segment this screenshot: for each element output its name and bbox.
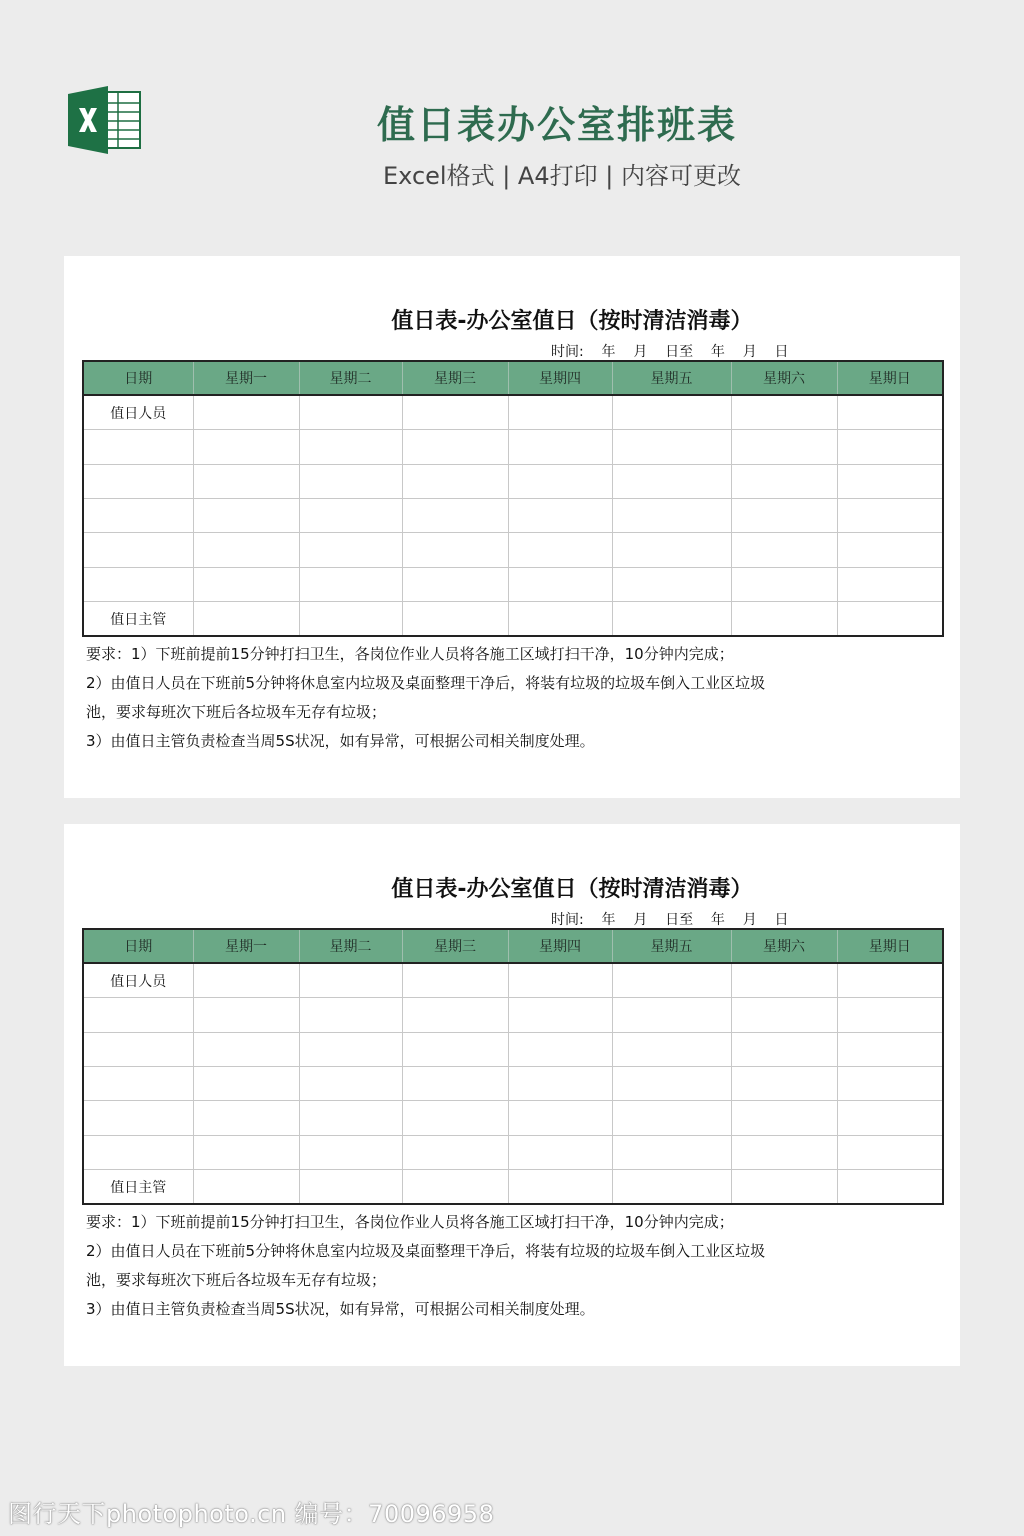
- duty-entry-cell[interactable]: [193, 533, 299, 567]
- column-header: 星期一: [193, 361, 299, 395]
- table-row: [83, 1101, 943, 1135]
- duty-entry-cell[interactable]: [612, 1032, 731, 1066]
- duty-entry-cell[interactable]: [402, 602, 508, 636]
- table-row: [83, 464, 943, 498]
- duty-entry-cell[interactable]: [299, 499, 402, 533]
- duty-entry-cell[interactable]: [508, 1032, 612, 1066]
- duty-entry-cell[interactable]: [837, 533, 943, 567]
- duty-entry-cell[interactable]: [612, 998, 731, 1032]
- requirements-notes: [86, 1208, 765, 1324]
- duty-entry-cell[interactable]: [837, 1170, 943, 1204]
- duty-entry-cell[interactable]: [193, 1170, 299, 1204]
- duty-entry-cell[interactable]: [837, 1135, 943, 1169]
- duty-entry-cell[interactable]: [508, 963, 612, 997]
- duty-entry-cell[interactable]: [612, 499, 731, 533]
- column-header: 星期二: [299, 361, 402, 395]
- duty-entry-cell[interactable]: [612, 602, 731, 636]
- table-row: [83, 963, 943, 997]
- table-row: [83, 533, 943, 567]
- duty-entry-cell[interactable]: [731, 499, 837, 533]
- duty-entry-cell[interactable]: [612, 464, 731, 498]
- requirement-line: 3）由值日主管负责检查当周5S状况，如有异常，可根据公司相关制度处理。: [86, 1300, 595, 1318]
- column-header: 星期四: [508, 929, 612, 963]
- duty-entry-cell[interactable]: [508, 1135, 612, 1169]
- duty-entry-cell[interactable]: [731, 963, 837, 997]
- duty-entry-cell[interactable]: [402, 430, 508, 464]
- duty-entry-cell[interactable]: [299, 567, 402, 601]
- duty-entry-cell[interactable]: [402, 1101, 508, 1135]
- duty-entry-cell[interactable]: [837, 602, 943, 636]
- column-header: 日期: [83, 361, 193, 395]
- duty-entry-cell[interactable]: [299, 998, 402, 1032]
- row-label-cell: 值日人员: [83, 395, 193, 429]
- table-header-row: [83, 361, 943, 395]
- duty-entry-cell[interactable]: [837, 1067, 943, 1101]
- duty-entry-cell[interactable]: [612, 1135, 731, 1169]
- duty-entry-cell[interactable]: [299, 1135, 402, 1169]
- table-row: [83, 1067, 943, 1101]
- column-header: 星期一: [193, 929, 299, 963]
- column-header: 星期日: [837, 929, 943, 963]
- duty-entry-cell[interactable]: [299, 533, 402, 567]
- row-label-cell: [83, 1067, 193, 1101]
- row-label-cell: [83, 1135, 193, 1169]
- duty-entry-cell[interactable]: [731, 533, 837, 567]
- duty-entry-cell[interactable]: [193, 464, 299, 498]
- requirement-line: 池，要求每班次下班后各垃圾车无存有垃圾；: [86, 703, 387, 721]
- row-label-cell: [83, 1032, 193, 1066]
- duty-entry-cell[interactable]: [508, 533, 612, 567]
- duty-entry-cell[interactable]: [508, 499, 612, 533]
- page-title: 值日表办公室排班表: [376, 103, 737, 147]
- table-header-row: [83, 929, 943, 963]
- duty-entry-cell[interactable]: [731, 1101, 837, 1135]
- duty-entry-cell[interactable]: [508, 602, 612, 636]
- duty-entry-cell[interactable]: [612, 533, 731, 567]
- duty-entry-cell[interactable]: [508, 395, 612, 429]
- sheet-title: 值日表-办公室值日（按时清洁消毒）: [391, 309, 753, 334]
- row-label-cell: 值日主管: [83, 1170, 193, 1204]
- table-row: [83, 1170, 943, 1204]
- date-range-line: 时间: 年 月 日至 年 月 日: [551, 912, 789, 928]
- duty-entry-cell[interactable]: [299, 602, 402, 636]
- duty-entry-cell[interactable]: [402, 499, 508, 533]
- duty-entry-cell[interactable]: [402, 533, 508, 567]
- duty-entry-cell[interactable]: [837, 567, 943, 601]
- duty-entry-cell[interactable]: [193, 602, 299, 636]
- duty-entry-cell[interactable]: [402, 395, 508, 429]
- requirement-line: 要求：1）下班前提前15分钟打扫卫生，各岗位作业人员将各施工区域打扫干净，10分钟内完成；: [86, 1213, 734, 1231]
- duty-entry-cell[interactable]: [193, 430, 299, 464]
- column-header: 星期二: [299, 929, 402, 963]
- duty-sheet-card: [64, 824, 960, 1366]
- duty-entry-cell[interactable]: [402, 1170, 508, 1204]
- duty-entry-cell[interactable]: [193, 1067, 299, 1101]
- column-header: 星期三: [402, 361, 508, 395]
- column-header: 星期四: [508, 361, 612, 395]
- duty-entry-cell[interactable]: [837, 395, 943, 429]
- row-label-cell: 值日主管: [83, 602, 193, 636]
- column-header: 星期五: [612, 361, 731, 395]
- duty-entry-cell[interactable]: [193, 963, 299, 997]
- sheet-title: 值日表-办公室值日（按时清洁消毒）: [391, 877, 753, 902]
- column-header: 星期五: [612, 929, 731, 963]
- table-row: [83, 1032, 943, 1066]
- row-label-cell: [83, 567, 193, 601]
- duty-entry-cell[interactable]: [299, 395, 402, 429]
- duty-entry-cell[interactable]: [299, 430, 402, 464]
- duty-entry-cell[interactable]: [402, 567, 508, 601]
- duty-entry-cell[interactable]: [508, 464, 612, 498]
- duty-entry-cell[interactable]: [193, 1032, 299, 1066]
- duty-entry-cell[interactable]: [193, 395, 299, 429]
- table-row: [83, 998, 943, 1032]
- duty-entry-cell[interactable]: [612, 1101, 731, 1135]
- duty-table: [82, 360, 944, 637]
- duty-table: [82, 928, 944, 1205]
- watermark: 图行天下photophoto.cn 编号：70096958: [8, 1500, 495, 1528]
- duty-entry-cell[interactable]: [299, 1067, 402, 1101]
- duty-entry-cell[interactable]: [612, 963, 731, 997]
- duty-entry-cell[interactable]: [193, 1101, 299, 1135]
- row-label-cell: [83, 998, 193, 1032]
- column-header: 星期日: [837, 361, 943, 395]
- duty-entry-cell[interactable]: [837, 464, 943, 498]
- duty-entry-cell[interactable]: [508, 567, 612, 601]
- duty-entry-cell[interactable]: [612, 430, 731, 464]
- duty-entry-cell[interactable]: [299, 1032, 402, 1066]
- row-label-cell: [83, 533, 193, 567]
- duty-entry-cell[interactable]: [837, 1101, 943, 1135]
- duty-entry-cell[interactable]: [837, 998, 943, 1032]
- duty-entry-cell[interactable]: [508, 430, 612, 464]
- row-label-cell: [83, 499, 193, 533]
- duty-entry-cell[interactable]: [731, 430, 837, 464]
- duty-entry-cell[interactable]: [299, 1170, 402, 1204]
- duty-entry-cell[interactable]: [193, 1135, 299, 1169]
- column-header: 星期六: [731, 361, 837, 395]
- column-header: 日期: [83, 929, 193, 963]
- table-row: [83, 430, 943, 464]
- duty-entry-cell[interactable]: [508, 1170, 612, 1204]
- duty-entry-cell[interactable]: [837, 963, 943, 997]
- duty-entry-cell[interactable]: [193, 499, 299, 533]
- duty-entry-cell[interactable]: [508, 1101, 612, 1135]
- duty-sheet-card: [64, 256, 960, 798]
- requirement-line: 要求：1）下班前提前15分钟打扫卫生，各岗位作业人员将各施工区域打扫干净，10分钟内完成；: [86, 645, 734, 663]
- requirement-line: 2）由值日人员在下班前5分钟将休息室内垃圾及桌面整理干净后，将装有垃圾的垃圾车倒入工业区垃圾: [86, 674, 766, 692]
- duty-entry-cell[interactable]: [731, 602, 837, 636]
- duty-entry-cell[interactable]: [402, 998, 508, 1032]
- table-row: [83, 1135, 943, 1169]
- row-label-cell: [83, 430, 193, 464]
- duty-entry-cell[interactable]: [731, 1067, 837, 1101]
- requirement-line: 2）由值日人员在下班前5分钟将休息室内垃圾及桌面整理干净后，将装有垃圾的垃圾车倒入工业区垃圾: [86, 1242, 766, 1260]
- duty-entry-cell[interactable]: [402, 963, 508, 997]
- duty-entry-cell[interactable]: [402, 464, 508, 498]
- duty-entry-cell[interactable]: [612, 567, 731, 601]
- duty-entry-cell[interactable]: [299, 963, 402, 997]
- requirement-line: 池，要求每班次下班后各垃圾车无存有垃圾；: [86, 1271, 387, 1289]
- table-row: [83, 499, 943, 533]
- table-row: [83, 602, 943, 636]
- duty-entry-cell[interactable]: [299, 1101, 402, 1135]
- duty-entry-cell[interactable]: [193, 998, 299, 1032]
- requirement-line: 3）由值日主管负责检查当周5S状况，如有异常，可根据公司相关制度处理。: [86, 732, 595, 750]
- duty-entry-cell[interactable]: [731, 464, 837, 498]
- duty-entry-cell[interactable]: [508, 998, 612, 1032]
- table-row: [83, 567, 943, 601]
- page-subtitle: Excel格式 | A4打印 | 内容可更改: [383, 162, 741, 190]
- duty-entry-cell[interactable]: [402, 1135, 508, 1169]
- column-header: 星期三: [402, 929, 508, 963]
- duty-entry-cell[interactable]: [837, 1032, 943, 1066]
- duty-entry-cell[interactable]: [837, 499, 943, 533]
- duty-entry-cell[interactable]: [402, 1032, 508, 1066]
- duty-entry-cell[interactable]: [837, 430, 943, 464]
- duty-entry-cell[interactable]: [731, 1135, 837, 1169]
- duty-entry-cell[interactable]: [193, 567, 299, 601]
- duty-entry-cell[interactable]: [612, 395, 731, 429]
- duty-entry-cell[interactable]: [612, 1170, 731, 1204]
- row-label-cell: [83, 464, 193, 498]
- duty-entry-cell[interactable]: [731, 395, 837, 429]
- duty-entry-cell[interactable]: [508, 1067, 612, 1101]
- row-label-cell: 值日人员: [83, 963, 193, 997]
- duty-entry-cell[interactable]: [402, 1067, 508, 1101]
- duty-entry-cell[interactable]: [612, 1067, 731, 1101]
- duty-entry-cell[interactable]: [731, 567, 837, 601]
- date-range-line: 时间: 年 月 日至 年 月 日: [551, 344, 789, 360]
- table-row: [83, 395, 943, 429]
- duty-entry-cell[interactable]: [299, 464, 402, 498]
- requirements-notes: [86, 640, 765, 756]
- duty-entry-cell[interactable]: [731, 1032, 837, 1066]
- row-label-cell: [83, 1101, 193, 1135]
- column-header: 星期六: [731, 929, 837, 963]
- duty-entry-cell[interactable]: [731, 1170, 837, 1204]
- duty-entry-cell[interactable]: [731, 998, 837, 1032]
